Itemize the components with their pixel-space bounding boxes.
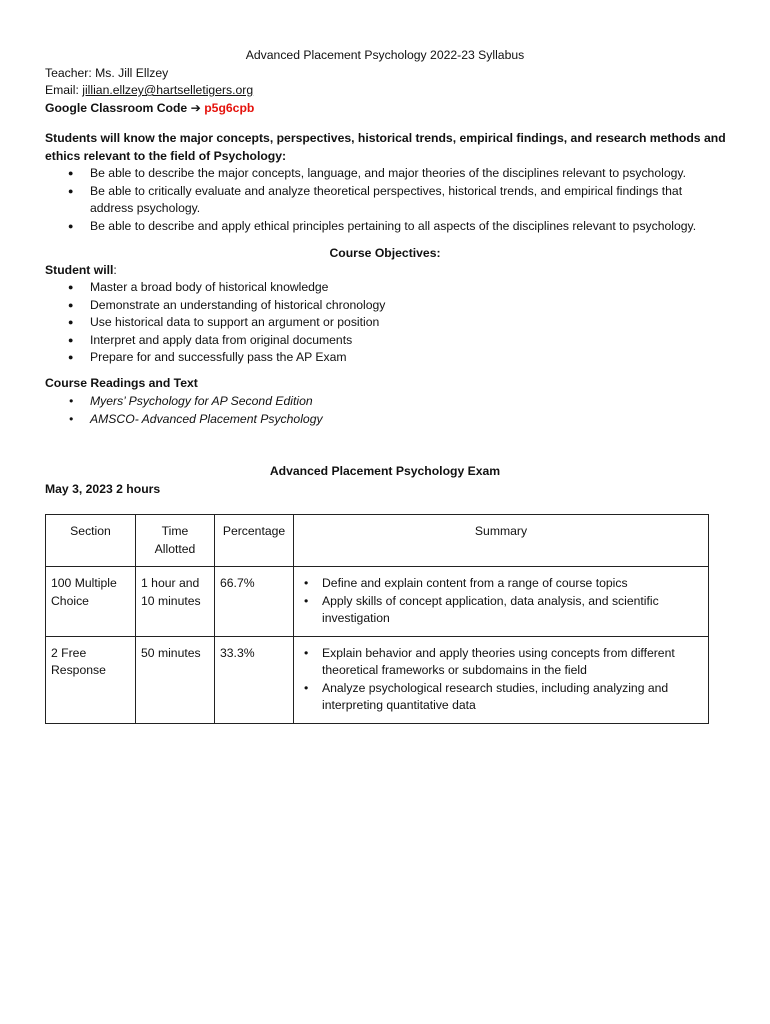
student-will-label: Student will — [45, 263, 114, 277]
list-item: ● Interpret and apply data from original documents — [45, 332, 725, 350]
column-header: Summary — [294, 515, 709, 567]
summary-cell — [294, 567, 709, 637]
list-item: • Myers’ Psychology for AP Second Edition — [45, 393, 725, 411]
classroom-code: p5g6cpb — [204, 101, 255, 115]
time-cell: 1 hour and 10 minutes — [136, 567, 215, 637]
column-header: Section — [46, 515, 136, 567]
list-item: ● Demonstrate an understanding of historical chronology — [45, 297, 725, 315]
table-row — [46, 636, 709, 723]
page-title: Advanced Placement Psychology 2022-23 Syllabus — [245, 48, 525, 62]
section-cell: 2 Free Response — [46, 636, 136, 723]
email-label: Email: — [45, 83, 83, 97]
objectives-heading: Course Objectives: — [329, 246, 441, 260]
exam-table — [45, 514, 709, 724]
intro-heading — [45, 130, 735, 165]
exam-heading: Advanced Placement Psychology Exam — [269, 464, 501, 478]
list-item: ● Master a broad body of historical knowledge — [45, 279, 725, 297]
list-item: • AMSCO- Advanced Placement Psychology — [45, 411, 725, 429]
column-header: Percentage — [215, 515, 294, 567]
classroom-label: Google Classroom Code — [45, 101, 191, 115]
percentage-cell: 66.7% — [215, 567, 294, 637]
table-row — [46, 567, 709, 637]
readings-heading: Course Readings and Text — [45, 376, 198, 390]
table-header-row — [46, 515, 709, 567]
intro-list — [45, 165, 725, 235]
list-item: • Analyze psychological research studies, including analyzing and interpreting quantitative data — [299, 680, 703, 715]
intro-heading-line-2: ethics relevant to the field of Psychology: — [45, 148, 287, 163]
list-item: ● Be able to describe the major concepts, language, and major theories of the disciplines relevant to psychology. — [45, 165, 725, 183]
readings-list — [45, 393, 725, 428]
student-will-line: Student will: — [45, 263, 117, 277]
summary-cell — [294, 636, 709, 723]
percentage-cell: 33.3% — [215, 636, 294, 723]
list-item: • Explain behavior and apply theories using concepts from different theoretical frameworks or subdomains in the field — [299, 645, 703, 680]
teacher-line: Teacher: Ms. Jill Ellzey — [45, 66, 169, 80]
list-item: • Define and explain content from a range of course topics — [299, 575, 703, 593]
list-item: ● Be able to critically evaluate and analyze theoretical perspectives, historical trends, and empirical findings that address psychology. — [45, 183, 725, 218]
intro-heading-line-1: Students will know the major concepts, perspectives, historical trends, empirical findings, and research methods and — [45, 131, 726, 145]
time-cell: 50 minutes — [136, 636, 215, 723]
section-cell: 100 Multiple Choice — [46, 567, 136, 637]
exam-date: May 3, 2023 2 hours — [45, 482, 161, 496]
email-line — [45, 82, 253, 100]
list-item: ● Prepare for and successfully pass the AP Exam — [45, 349, 725, 367]
list-item: ● Be able to describe and apply ethical principles pertaining to all aspects of the disciplines relevant to psychology. — [45, 218, 725, 236]
objectives-list — [45, 279, 725, 367]
email-link[interactable]: jillian.ellzey@hartselletigers.org — [82, 83, 254, 97]
classroom-line — [45, 100, 254, 118]
list-item: • Apply skills of concept application, data analysis, and scientific investigation — [299, 593, 703, 628]
arrow-right-icon: ➔ — [190, 101, 201, 115]
column-header: Time Allotted — [136, 515, 215, 567]
list-item: ● Use historical data to support an argument or position — [45, 314, 725, 332]
